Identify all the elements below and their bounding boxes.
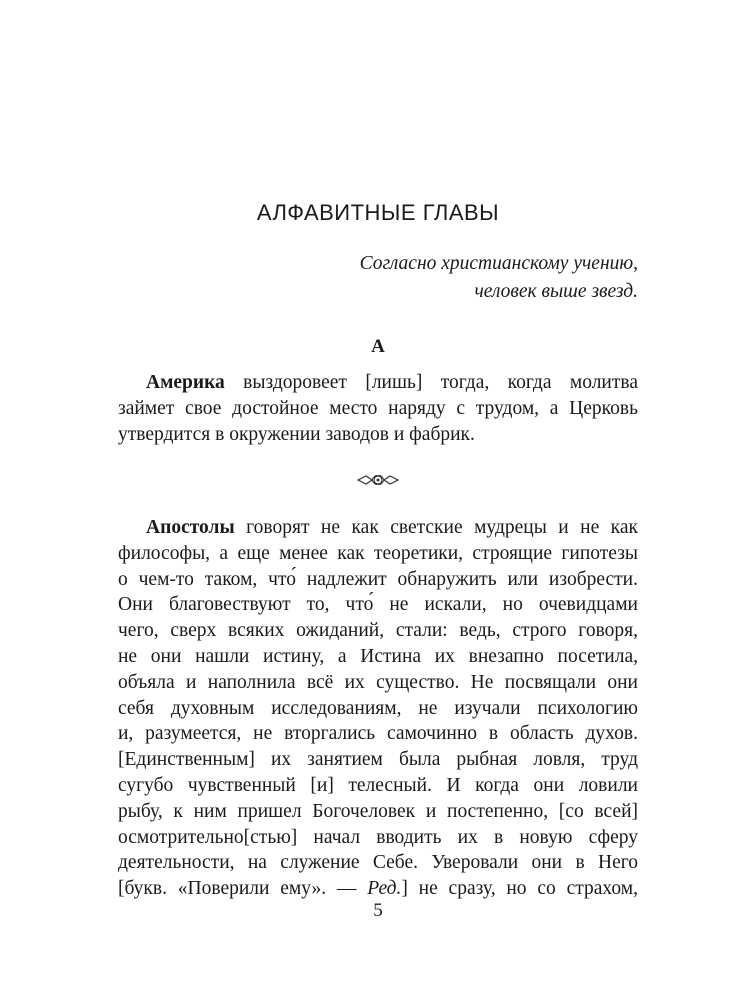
paragraph-line: сугубо чувственный [и] телесный. И когда они ловили: [118, 774, 638, 796]
section-letter: А: [371, 336, 385, 357]
paragraph-line: о чем-то таком, что́ надлежит обнаружить или изобрести.: [118, 568, 638, 590]
paragraph-text: [букв. «Поверили ему». —: [118, 878, 368, 900]
paragraph-text: говорят не как светские мудрецы и не как: [234, 517, 638, 538]
entry-america: [118, 370, 638, 447]
paragraph-line: утвердится в окружении заводов и фабрик.: [118, 423, 475, 445]
paragraph-line: не они нашли истину, а Истина их внезапно посетила,: [118, 645, 638, 667]
paragraph-line: Они благовествуют то, что́ не искали, но очевидцами: [118, 594, 638, 616]
epigraph: [238, 250, 638, 306]
paragraph-line: [118, 370, 638, 396]
entry-apostles: [118, 515, 638, 902]
paragraph-line: и, разумеется, не вторгались самочинно в область духов.: [118, 723, 638, 745]
paragraph-text: выздоровеет [лишь] тогда, когда молитва: [224, 372, 638, 393]
paragraph-line: рыбу, к ним пришел Богочеловек и постепенно, [со всей]: [118, 800, 638, 822]
paragraph-line: осмотрительно[стью] начал вводить их в новую сферу: [118, 826, 638, 848]
paragraph-line: [118, 876, 638, 902]
chapter-title: АЛФАВИТНЫЕ ГЛАВЫ: [256, 200, 500, 225]
paragraph-line: деятельности, на служение Себе. Уверовали они в Него: [118, 852, 638, 874]
book-page: [118, 0, 638, 1000]
page-number: 5: [373, 900, 383, 921]
ornament-divider-icon: [356, 470, 400, 490]
paragraph-text: ] не сразу, но со страхом,: [401, 878, 638, 900]
paragraph-line: [118, 515, 638, 541]
epigraph-line: Согласно христианскому учению,: [359, 253, 638, 274]
paragraph-line: себя духовным исследованиям, не изучали психологию: [118, 697, 638, 719]
editor-note: Ред.: [367, 878, 402, 900]
entry-term: Америка: [146, 372, 225, 393]
entry-term: Апостолы: [146, 517, 235, 538]
epigraph-line: человек выше звезд.: [474, 281, 638, 302]
paragraph-line: [Единственным] их занятием была рыбная ловля, труд: [118, 749, 638, 771]
paragraph-line: философы, а еще менее как теоретики, строящие гипотезы: [118, 542, 638, 564]
paragraph-line: займет свое достойное место наряду с трудом, а Церковь: [118, 397, 638, 419]
paragraph-line: объяла и наполнила всё их существо. Не посвящали они: [118, 671, 638, 693]
paragraph-line: чего, сверх всяких ожиданий, стали: ведь, строго говоря,: [118, 620, 638, 642]
